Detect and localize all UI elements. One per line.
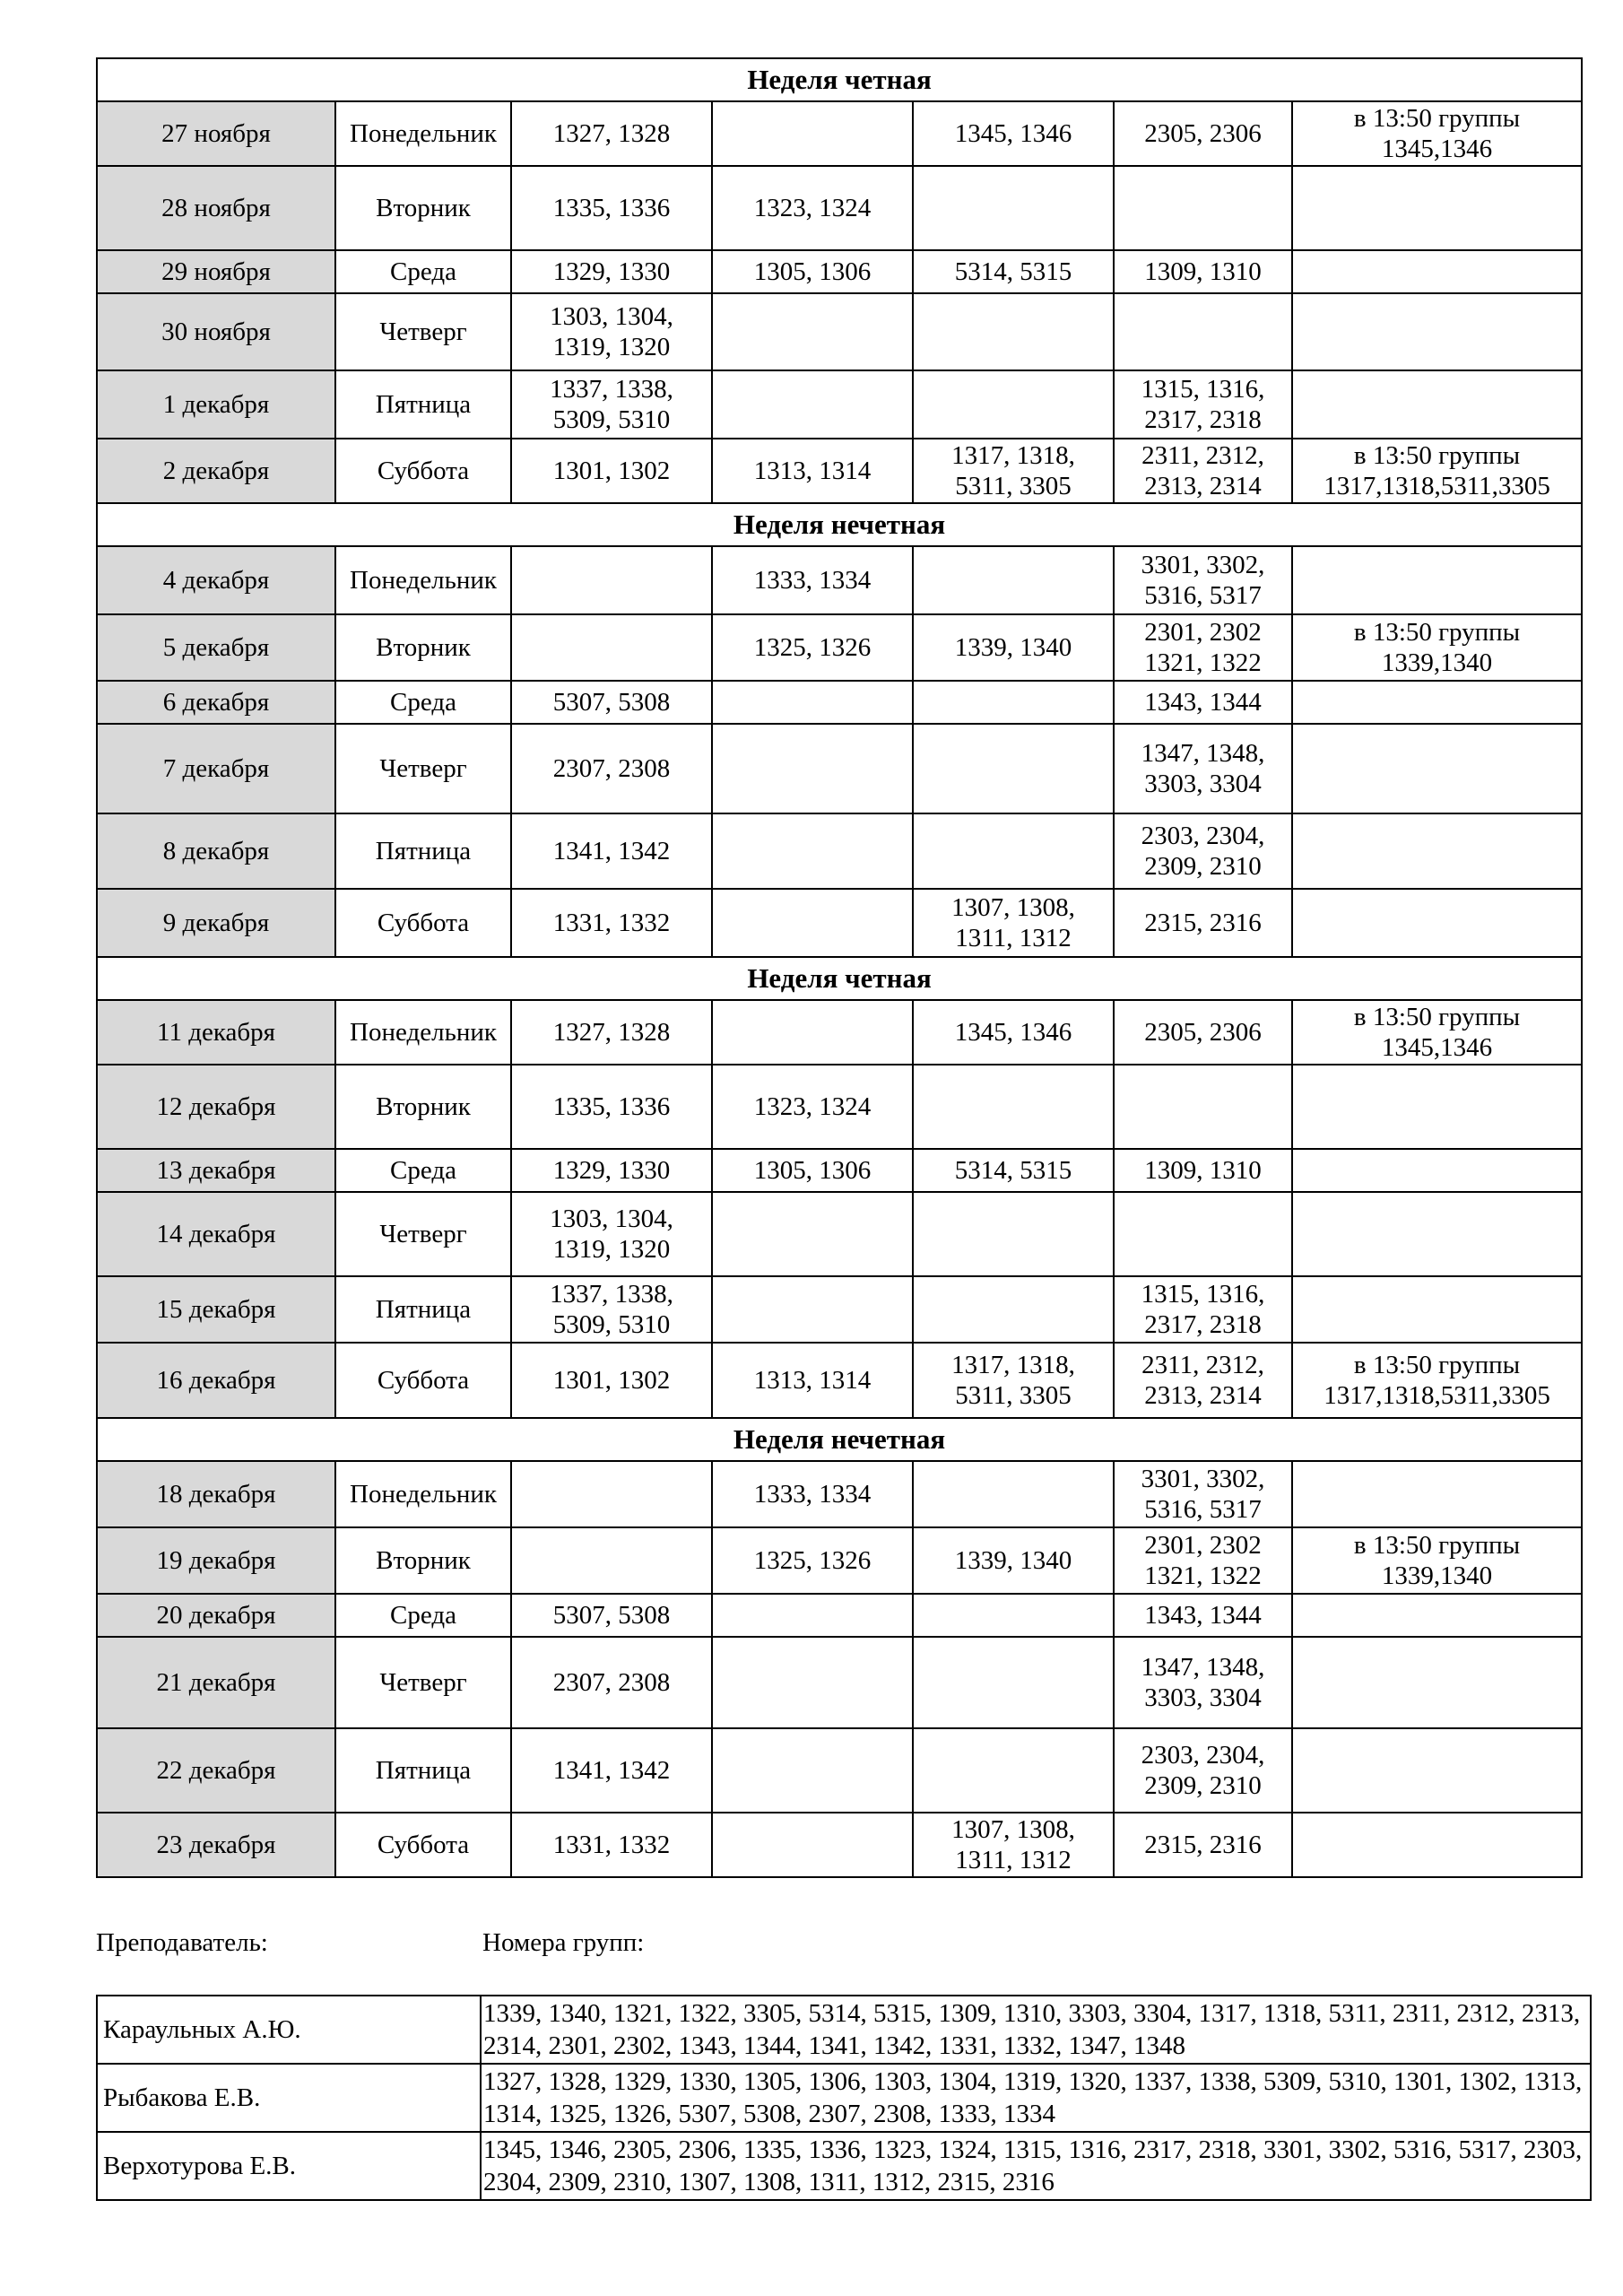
groups-col4-cell: 2311, 2312, 2313, 2314 [1114,439,1292,503]
groups-col2-cell [712,889,913,957]
groups-col4-cell: 2305, 2306 [1114,101,1292,166]
date-cell: 9 декабря [97,889,335,957]
weekday-cell: Пятница [335,813,511,889]
weekday-cell: Вторник [335,1527,511,1594]
date-cell: 27 ноября [97,101,335,166]
groups-col3-cell [913,1065,1114,1149]
teacher-row [97,2132,1591,2200]
schedule-row [97,1461,1582,1527]
note-cell [1292,166,1582,250]
weekday-cell: Суббота [335,1343,511,1418]
teacher-groups: 1327, 1328, 1329, 1330, 1305, 1306, 1303, 1304, 1319, 1320, 1337, 1338, 5309, 5310, 1301, 1302, 1313, 1314, 1325, 1326, 5307, 5308, 2307, 2308, 1333, 1334 [481,2064,1591,2132]
groups-col1-cell [511,1527,712,1594]
schedule-row [97,1065,1582,1149]
groups-col4-cell: 2301, 2302 1321, 1322 [1114,614,1292,681]
date-cell: 7 декабря [97,724,335,813]
groups-col1-cell: 1301, 1302 [511,439,712,503]
groups-col2-cell [712,1276,913,1343]
note-cell [1292,370,1582,439]
schedule-row [97,1637,1582,1728]
groups-col1-cell [511,546,712,614]
note-cell [1292,546,1582,614]
groups-col1-cell: 1329, 1330 [511,250,712,293]
groups-col2-cell: 1305, 1306 [712,250,913,293]
note-cell: в 13:50 группы 1339,1340 [1292,1527,1582,1594]
note-cell [1292,1813,1582,1877]
weekday-cell: Понедельник [335,546,511,614]
weekday-cell: Четверг [335,293,511,370]
date-cell: 18 декабря [97,1461,335,1527]
note-cell [1292,889,1582,957]
groups-col3-cell [913,1461,1114,1527]
note-cell [1292,1461,1582,1527]
schedule-row [97,614,1582,681]
weekday-cell: Суббота [335,889,511,957]
groups-col3-cell: 5314, 5315 [913,250,1114,293]
groups-col2-cell: 1313, 1314 [712,1343,913,1418]
schedule-row [97,724,1582,813]
groups-col3-cell: 1339, 1340 [913,1527,1114,1594]
date-cell: 23 декабря [97,1813,335,1877]
groups-col3-cell [913,1276,1114,1343]
groups-col4-cell: 1347, 1348, 3303, 3304 [1114,1637,1292,1728]
schedule-row [97,101,1582,166]
groups-col2-cell: 1325, 1326 [712,1527,913,1594]
schedule-row [97,1276,1582,1343]
groups-col3-cell: 1317, 1318, 5311, 3305 [913,1343,1114,1418]
groups-col4-cell: 2303, 2304, 2309, 2310 [1114,1728,1292,1813]
groups-col4-cell [1114,1065,1292,1149]
groups-label: Номера групп: [482,1928,645,1957]
teacher-name: Рыбакова Е.В. [97,2064,481,2132]
groups-col3-cell: 1307, 1308, 1311, 1312 [913,889,1114,957]
groups-col3-cell: 5314, 5315 [913,1149,1114,1192]
groups-col3-cell [913,1192,1114,1276]
weekday-cell: Среда [335,681,511,724]
groups-col4-cell: 2301, 2302 1321, 1322 [1114,1527,1292,1594]
note-cell [1292,1276,1582,1343]
groups-col2-cell [712,1637,913,1728]
groups-col4-cell [1114,166,1292,250]
date-cell: 14 декабря [97,1192,335,1276]
weekday-cell: Понедельник [335,1000,511,1065]
weekday-cell: Пятница [335,370,511,439]
groups-col4-cell [1114,1192,1292,1276]
groups-col3-cell [913,370,1114,439]
groups-col2-cell: 1333, 1334 [712,1461,913,1527]
schedule-row [97,1192,1582,1276]
groups-col1-cell: 1301, 1302 [511,1343,712,1418]
schedule-row [97,166,1582,250]
groups-col4-cell: 2311, 2312, 2313, 2314 [1114,1343,1292,1418]
week-header-row [97,957,1582,1000]
groups-col3-cell [913,166,1114,250]
groups-col1-cell: 1329, 1330 [511,1149,712,1192]
schedule-table [96,57,1583,1878]
groups-col2-cell [712,1000,913,1065]
note-cell: в 13:50 группы 1345,1346 [1292,101,1582,166]
weekday-cell: Пятница [335,1276,511,1343]
teacher-label: Преподаватель: [96,1928,268,1957]
groups-col2-cell [712,370,913,439]
weekday-cell: Четверг [335,724,511,813]
groups-col4-cell: 3301, 3302, 5316, 5317 [1114,1461,1292,1527]
groups-col1-cell: 1327, 1328 [511,101,712,166]
groups-col1-cell: 1331, 1332 [511,889,712,957]
date-cell: 4 декабря [97,546,335,614]
groups-col1-cell: 1327, 1328 [511,1000,712,1065]
groups-col4-cell: 2303, 2304, 2309, 2310 [1114,813,1292,889]
schedule-row [97,1594,1582,1637]
weekday-cell: Среда [335,1149,511,1192]
date-cell: 5 декабря [97,614,335,681]
note-cell [1292,1192,1582,1276]
date-cell: 19 декабря [97,1527,335,1594]
date-cell: 21 декабря [97,1637,335,1728]
groups-col3-cell [913,1637,1114,1728]
note-cell [1292,1149,1582,1192]
groups-col1-cell: 1335, 1336 [511,1065,712,1149]
schedule-row [97,889,1582,957]
date-cell: 22 декабря [97,1728,335,1813]
schedule-row [97,1813,1582,1877]
date-cell: 13 декабря [97,1149,335,1192]
groups-col4-cell: 1343, 1344 [1114,1594,1292,1637]
groups-col3-cell: 1345, 1346 [913,1000,1114,1065]
groups-col1-cell: 5307, 5308 [511,681,712,724]
groups-col2-cell: 1305, 1306 [712,1149,913,1192]
weekday-cell: Вторник [335,1065,511,1149]
groups-col4-cell [1114,293,1292,370]
week-header-row [97,503,1582,546]
groups-col2-cell [712,293,913,370]
groups-col1-cell: 1341, 1342 [511,1728,712,1813]
groups-col1-cell: 1303, 1304, 1319, 1320 [511,1192,712,1276]
groups-col2-cell: 1325, 1326 [712,614,913,681]
groups-col3-cell [913,681,1114,724]
groups-col3-cell [913,724,1114,813]
groups-col2-cell [712,1192,913,1276]
schedule-row [97,439,1582,503]
note-cell [1292,250,1582,293]
teacher-groups: 1339, 1340, 1321, 1322, 3305, 5314, 5315, 1309, 1310, 3303, 3304, 1317, 1318, 5311, 2311, 2312, 2313, 2314, 2301, 2302, 1343, 1344, 1341, 1342, 1331, 1332, 1347, 1348 [481,1996,1591,2064]
weekday-cell: Пятница [335,1728,511,1813]
groups-col3-cell: 1345, 1346 [913,101,1114,166]
schedule-row [97,250,1582,293]
groups-col1-cell: 2307, 2308 [511,1637,712,1728]
schedule-row [97,293,1582,370]
schedule-row [97,681,1582,724]
weekday-cell: Вторник [335,166,511,250]
date-cell: 16 декабря [97,1343,335,1418]
groups-col4-cell: 2315, 2316 [1114,889,1292,957]
groups-col1-cell: 5307, 5308 [511,1594,712,1637]
week-title: Неделя четная [97,957,1582,1000]
date-cell: 29 ноября [97,250,335,293]
groups-col2-cell: 1333, 1334 [712,546,913,614]
note-cell: в 13:50 группы 1339,1340 [1292,614,1582,681]
note-cell [1292,1594,1582,1637]
teacher-name: Караульных А.Ю. [97,1996,481,2064]
groups-col4-cell: 2315, 2316 [1114,1813,1292,1877]
groups-col4-cell: 1315, 1316, 2317, 2318 [1114,1276,1292,1343]
date-cell: 30 ноября [97,293,335,370]
schedule-row [97,813,1582,889]
date-cell: 2 декабря [97,439,335,503]
date-cell: 15 декабря [97,1276,335,1343]
schedule-row [97,1149,1582,1192]
groups-col1-cell: 1303, 1304, 1319, 1320 [511,293,712,370]
note-cell [1292,724,1582,813]
groups-col3-cell [913,813,1114,889]
groups-col1-cell: 1337, 1338, 5309, 5310 [511,370,712,439]
date-cell: 8 декабря [97,813,335,889]
groups-col3-cell [913,293,1114,370]
schedule-row [97,546,1582,614]
weekday-cell: Понедельник [335,101,511,166]
groups-col2-cell [712,724,913,813]
groups-col1-cell: 1341, 1342 [511,813,712,889]
date-cell: 1 декабря [97,370,335,439]
weekday-cell: Среда [335,1594,511,1637]
weekday-cell: Суббота [335,439,511,503]
date-cell: 12 декабря [97,1065,335,1149]
groups-col3-cell [913,1594,1114,1637]
groups-col4-cell: 1309, 1310 [1114,1149,1292,1192]
note-cell: в 13:50 группы 1345,1346 [1292,1000,1582,1065]
weekday-cell: Понедельник [335,1461,511,1527]
week-title: Неделя нечетная [97,1418,1582,1461]
date-cell: 28 ноября [97,166,335,250]
weekday-cell: Четверг [335,1192,511,1276]
schedule-row [97,1343,1582,1418]
groups-col4-cell: 3301, 3302, 5316, 5317 [1114,546,1292,614]
week-header-row [97,58,1582,101]
groups-col3-cell: 1317, 1318, 5311, 3305 [913,439,1114,503]
groups-col2-cell: 1313, 1314 [712,439,913,503]
note-cell [1292,293,1582,370]
groups-col3-cell: 1339, 1340 [913,614,1114,681]
groups-col1-cell [511,1461,712,1527]
groups-col1-cell [511,614,712,681]
weekday-cell: Четверг [335,1637,511,1728]
date-cell: 6 декабря [97,681,335,724]
note-cell [1292,813,1582,889]
schedule-row [97,1728,1582,1813]
groups-col2-cell [712,101,913,166]
note-cell: в 13:50 группы 1317,1318,5311,3305 [1292,439,1582,503]
date-cell: 20 декабря [97,1594,335,1637]
groups-col2-cell [712,681,913,724]
groups-col4-cell: 1315, 1316, 2317, 2318 [1114,370,1292,439]
groups-col3-cell [913,1728,1114,1813]
groups-col2-cell [712,1728,913,1813]
week-title: Неделя нечетная [97,503,1582,546]
week-header-row [97,1418,1582,1461]
groups-col1-cell: 1331, 1332 [511,1813,712,1877]
groups-col4-cell: 1309, 1310 [1114,250,1292,293]
weekday-cell: Суббота [335,1813,511,1877]
note-cell [1292,1637,1582,1728]
teacher-name: Верхотурова Е.В. [97,2132,481,2200]
week-title: Неделя четная [97,58,1582,101]
groups-col1-cell: 1337, 1338, 5309, 5310 [511,1276,712,1343]
teacher-groups: 1345, 1346, 2305, 2306, 1335, 1336, 1323, 1324, 1315, 1316, 2317, 2318, 3301, 3302, 5316, 5317, 2303, 2304, 2309, 2310, 1307, 1308, 1311, 1312, 2315, 2316 [481,2132,1591,2200]
groups-col4-cell: 1347, 1348, 3303, 3304 [1114,724,1292,813]
note-cell: в 13:50 группы 1317,1318,5311,3305 [1292,1343,1582,1418]
note-cell [1292,1065,1582,1149]
groups-col3-cell: 1307, 1308, 1311, 1312 [913,1813,1114,1877]
weekday-cell: Вторник [335,614,511,681]
teacher-row [97,2064,1591,2132]
groups-col1-cell: 1335, 1336 [511,166,712,250]
groups-col2-cell [712,1594,913,1637]
schedule-row [97,1527,1582,1594]
groups-col1-cell: 2307, 2308 [511,724,712,813]
schedule-row [97,1000,1582,1065]
groups-col4-cell: 1343, 1344 [1114,681,1292,724]
weekday-cell: Среда [335,250,511,293]
teachers-table [96,1995,1592,2201]
groups-col3-cell [913,546,1114,614]
groups-col4-cell: 2305, 2306 [1114,1000,1292,1065]
schedule-row [97,370,1582,439]
note-cell [1292,1728,1582,1813]
teacher-row [97,1996,1591,2064]
groups-col2-cell [712,1813,913,1877]
groups-col2-cell: 1323, 1324 [712,1065,913,1149]
groups-col2-cell [712,813,913,889]
date-cell: 11 декабря [97,1000,335,1065]
groups-col2-cell: 1323, 1324 [712,166,913,250]
note-cell [1292,681,1582,724]
